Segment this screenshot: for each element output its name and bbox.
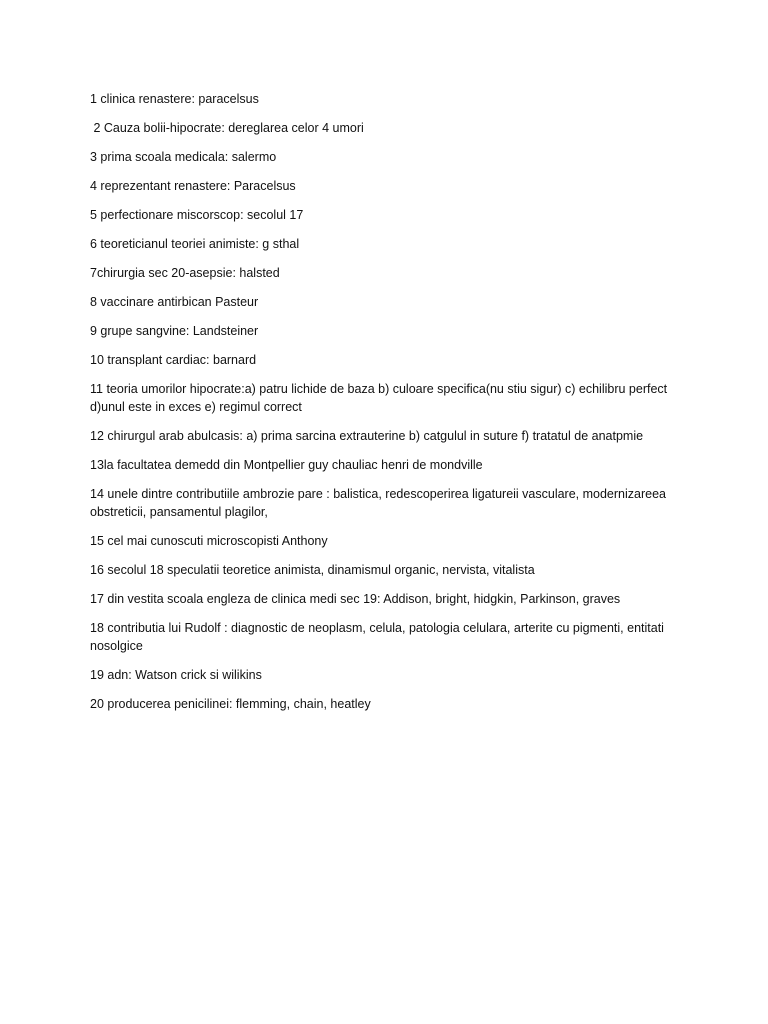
list-item-14: 14 unele dintre contributiile ambrozie pare : balistica, redescoperirea ligatureii vasculare, modernizareea obstreticii, pansamentul plagilor, — [90, 487, 667, 519]
list-item-7: 7chirurgia sec 20-asepsie: halsted — [90, 266, 280, 280]
list-item-2: 2 Cauza bolii-hipocrate: dereglarea celor 4 umori — [90, 121, 364, 135]
list-item-15: 15 cel mai cunoscuti microscopisti Anthony — [90, 534, 328, 548]
list-item-13: 13la facultatea demedd din Montpellier guy chauliac henri de mondville — [90, 458, 483, 472]
list-item-10: 10 transplant cardiac: barnard — [90, 353, 257, 367]
list-item-1: 1 clinica renastere: paracelsus — [90, 92, 259, 106]
list-item-16: 16 secolul 18 speculatii teoretice animista, dinamismul organic, nervista, vitalista — [90, 563, 535, 577]
list-item-9: 9 grupe sangvine: Landsteiner — [90, 324, 259, 338]
list-item-11: 11 teoria umorilor hipocrate:a) patru lichide de baza b) culoare specifica(nu stiu sigur) c) echilibru perfect d)unul este in exces e) regimul correct — [90, 382, 668, 414]
list-item-18: 18 contributia lui Rudolf : diagnostic de neoplasm, celula, patologia celulara, arterite cu pigmenti, entitati nosolgice — [90, 621, 664, 653]
list-item-4: 4 reprezentant renastere: Paracelsus — [90, 179, 296, 193]
list-item-12: 12 chirurgul arab abulcasis: a) prima sarcina extrauterine b) catgulul in suture f) tratatul de anatpmie — [90, 429, 644, 443]
list-item-8: 8 vaccinare antirbican Pasteur — [90, 295, 259, 309]
list-item-6: 6 teoreticianul teoriei animiste: g sthal — [90, 237, 300, 251]
list-item-3: 3 prima scoala medicala: salermo — [90, 150, 277, 164]
list-item-17: 17 din vestita scoala engleza de clinica medi sec 19: Addison, bright, hidgkin, Parkinson, graves — [90, 592, 621, 606]
list-item-20: 20 producerea penicilinei: flemming, chain, heatley — [90, 697, 371, 711]
list-item-5: 5 perfectionare miscorscop: secolul 17 — [90, 208, 304, 222]
list-item-19: 19 adn: Watson crick si wilikins — [90, 668, 262, 682]
document-body — [90, 90, 690, 724]
